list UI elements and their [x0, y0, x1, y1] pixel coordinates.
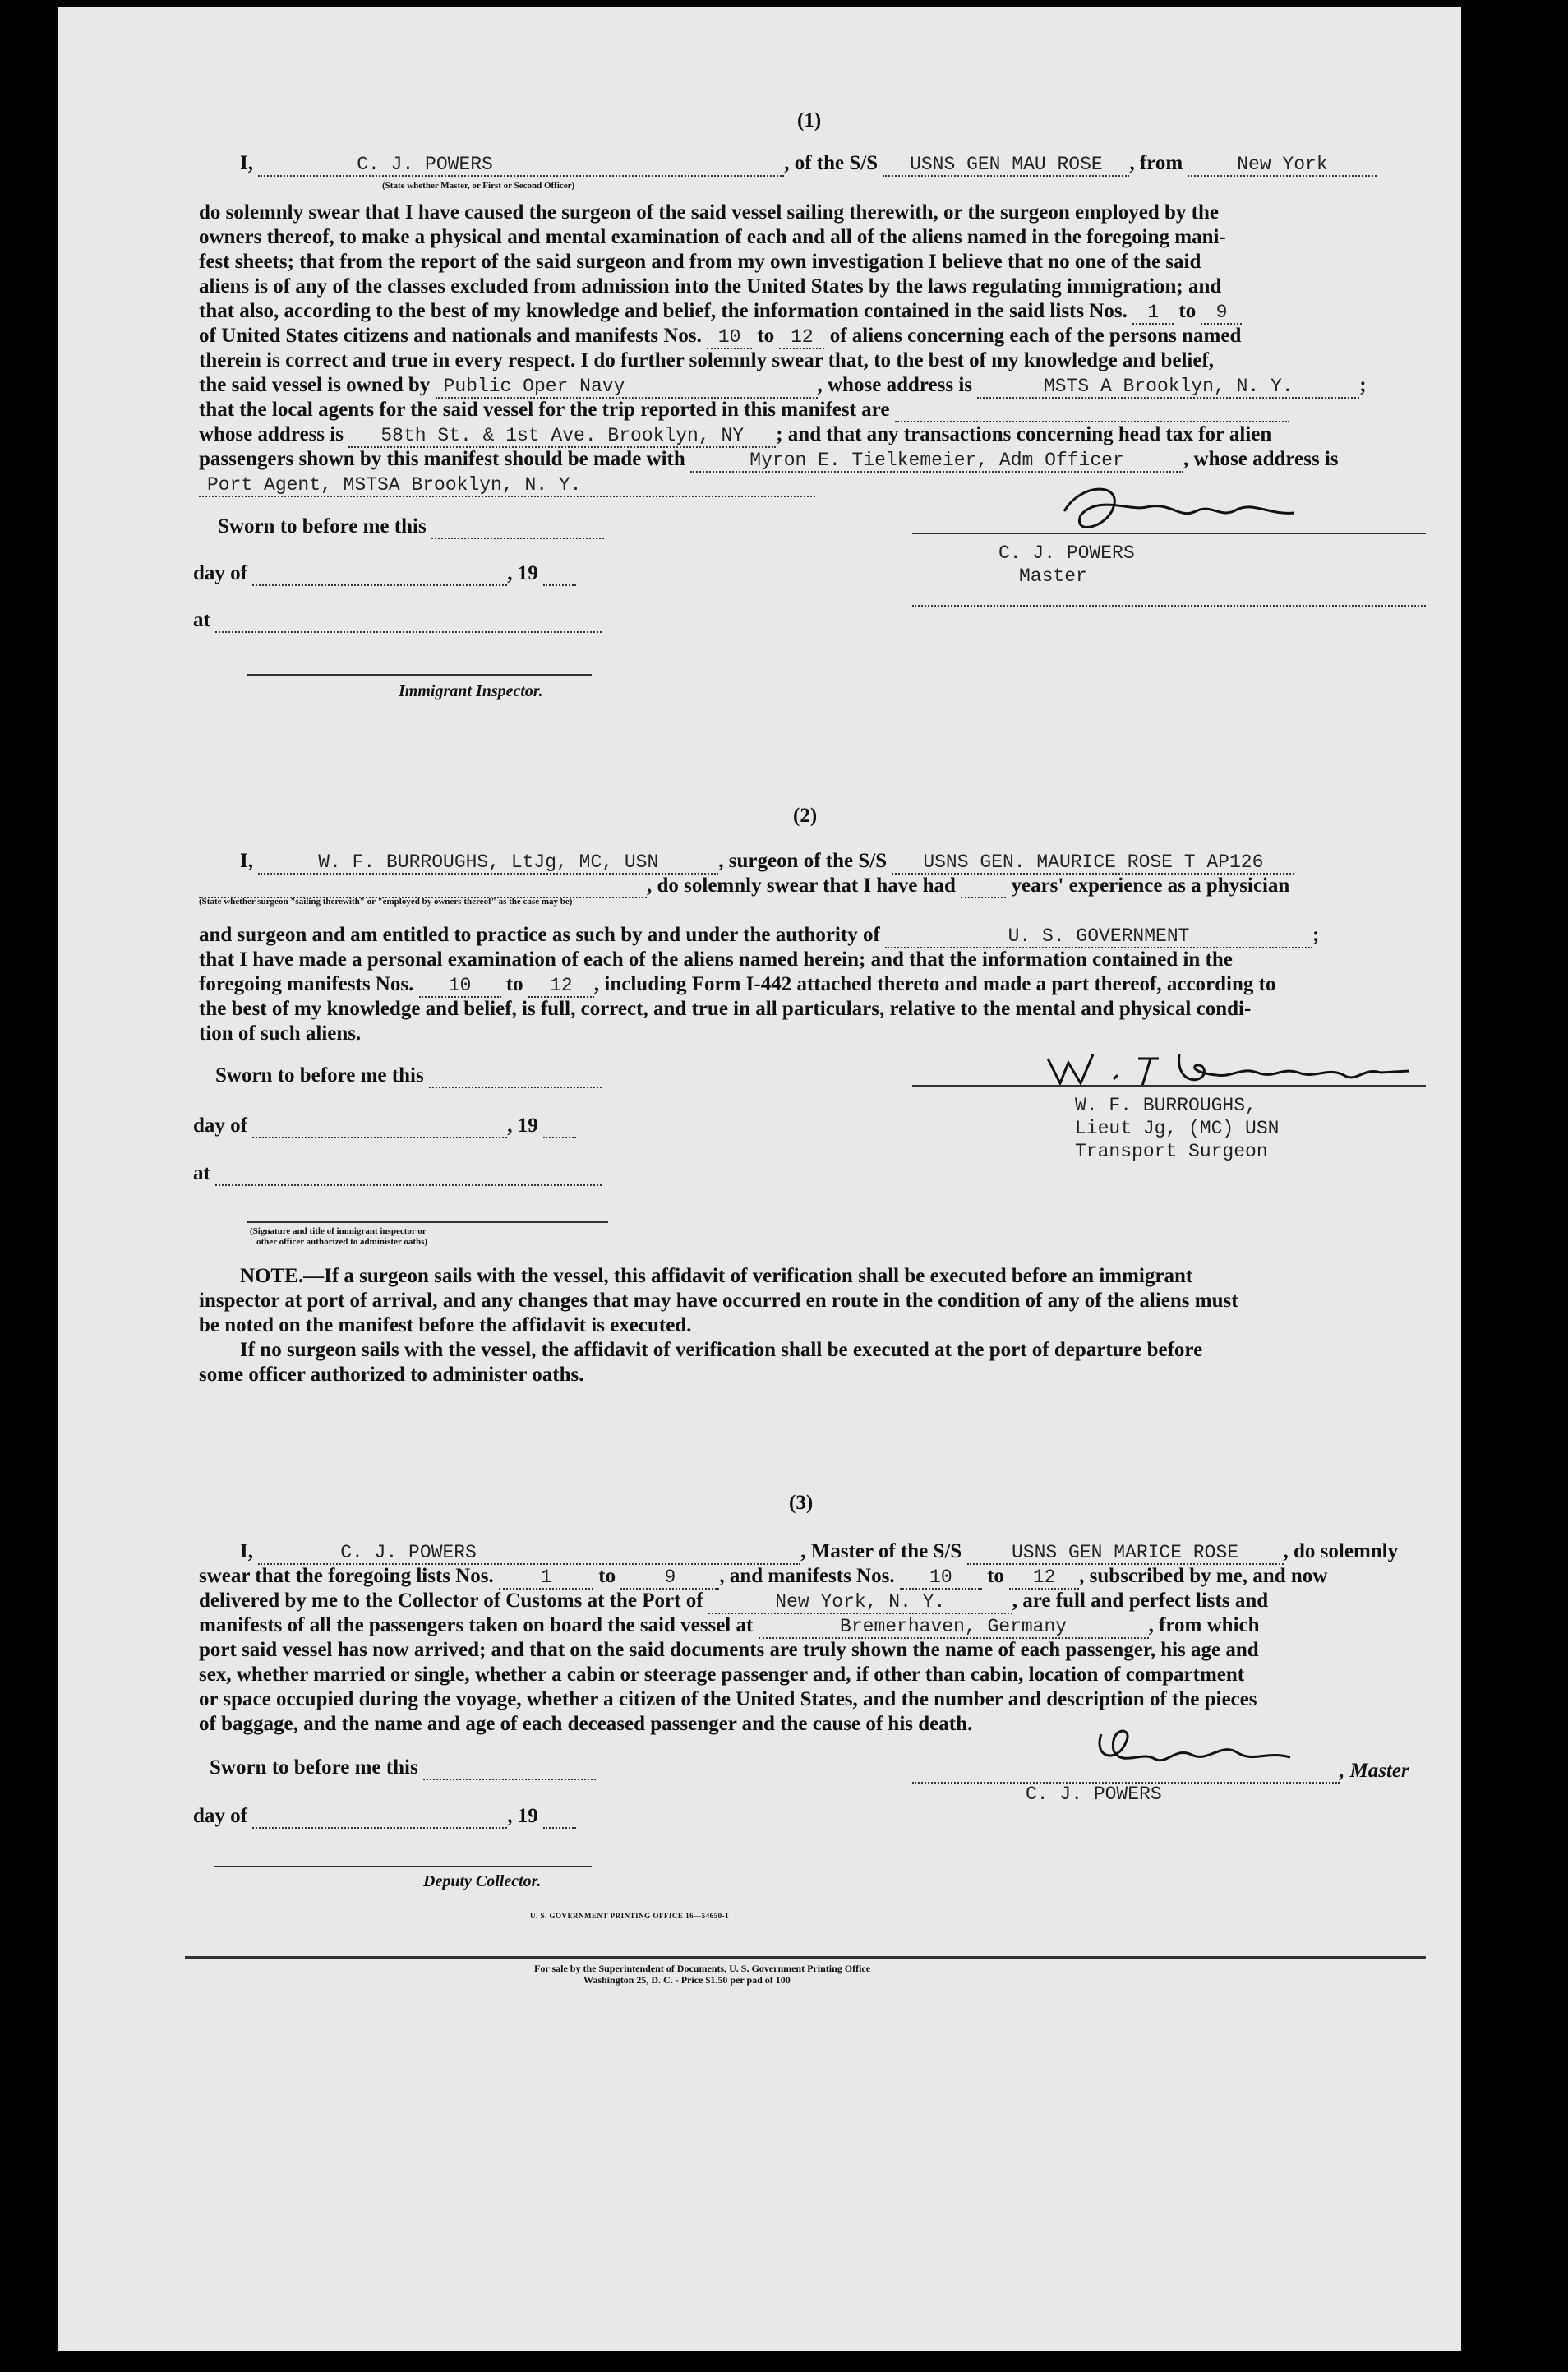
s3-master-printed-name: C. J. POWERS [1026, 1784, 1162, 1805]
master-title: Master [1019, 565, 1087, 587]
s1-sworn-line: Sworn to before me this [218, 515, 604, 539]
surgeon-printed-name: W. F. BURROUGHS, [1075, 1095, 1257, 1116]
s2-para-line: the best of my knowledge and belief, is full, correct, and true in all particulars, relative to the mental and physical condi- [199, 998, 1252, 1020]
section-3-number: (3) [789, 1492, 814, 1514]
surgeon-status-field [199, 875, 647, 898]
s3-sworn-line: Sworn to before me this [210, 1756, 596, 1780]
s1-agents-line: that the local agents for the said vessel for the trip reported in this manifest are [199, 398, 1289, 422]
section-2-line-1: I, W. F. BURROUGHS, LtJg, MC, USN , surgeon of the S/S USNS GEN. MAURICE ROSE T AP126 [240, 849, 1294, 875]
master-signature-1 [1048, 478, 1319, 544]
s3-para-line: sex, whether married or single, whether a cabin or steerage passenger and, if other than cabin, location of compartment [199, 1664, 1245, 1686]
s1-head-tax-line: passengers shown by this manifest should be made with Myron E. Tielkemeier, Adm Officer , whose address is [199, 448, 1339, 471]
s1-para-line: aliens is of any of the classes excluded from admission into the United States by the laws regulating immigration; and [199, 275, 1222, 298]
inspector-signature-line [247, 674, 592, 676]
s1-agent-address-line: whose address is 58th St. & 1st Ave. Brooklyn, NY ; and that any transactions concerning head tax for alien [199, 423, 1272, 446]
surgeon-title: Transport Surgeon [1075, 1141, 1268, 1162]
lists-to-field: 9 [1201, 302, 1242, 325]
agent-address-field: 58th St. & 1st Ave. Brooklyn, NY [348, 425, 776, 448]
signature-line-1 [912, 533, 1426, 534]
head-tax-contact-field: Myron E. Tielkemeier, Adm Officer [690, 450, 1183, 473]
s2-sworn-line: Sworn to before me this [215, 1064, 602, 1088]
surgeon-rank: Lieut Jg, (MC) USN [1075, 1118, 1280, 1139]
manifests-from-field: 10 [707, 326, 752, 349]
s3-master-signature-line: , Master [912, 1759, 1409, 1784]
s1-contact-address-line [199, 472, 815, 497]
section-3-line-4: manifests of all the passengers taken on board the said vessel at Bremerhaven, Germany , from which [199, 1614, 1260, 1637]
signature-line-extra [912, 605, 1426, 607]
note-line: If no surgeon sails with the vessel, the affidavit of verification shall be executed at the port of departure before [240, 1339, 1203, 1361]
collector-signature-line [214, 1866, 592, 1867]
deputy-collector-label: Deputy Collector. [423, 1872, 542, 1890]
note-line-1: NOTE.—If a surgeon sails with the vessel, this affidavit of verification shall be executed before an immigrant [240, 1265, 1193, 1287]
s1-day-line: day of , 19 [193, 561, 576, 586]
from-port-field: New York [1188, 154, 1377, 177]
years-experience-field [961, 875, 1006, 898]
section-1-line-1: I, C. J. POWERS , of the S/S USNS GEN MAU ROSE , from New York [240, 151, 1377, 177]
owner-field: Public Oper Navy [436, 376, 818, 399]
caption-officer-2: other officer authorized to administer oaths) [256, 1237, 428, 1247]
s3-day-line: day of , 19 [193, 1804, 576, 1829]
immigrant-inspector-label: Immigrant Inspector. [399, 682, 543, 700]
s1-owner-line: the said vessel is owned by Public Oper Navy , whose address is MSTS A Brooklyn, N. Y. ; [199, 374, 1367, 397]
s3-para-line: or space occupied during the voyage, whether a citizen of the United States, and the number and description of the pieces [199, 1688, 1257, 1710]
s2-manifests-to-field: 12 [528, 975, 594, 998]
s1-para-line: do solemnly swear that I have caused the surgeon of the said vessel sailing therewith, or the surgeon employed by the [199, 201, 1219, 224]
caption-surgeon-status: (State whether surgeon "sailing therewith" or "employed by owners thereof" as the case may be) [199, 897, 573, 907]
section-3-line-2: swear that the foregoing lists Nos. 1 to 9 , and manifests Nos. 10 to 12 , subscribed by me, and now [199, 1565, 1328, 1588]
vessel-field-2: USNS GEN. MAURICE ROSE T AP126 [892, 851, 1294, 875]
document-page [58, 7, 1461, 2351]
caption-master-officer: (State whether Master, or First or Second Officer) [382, 181, 575, 191]
s3-para-line: of baggage, and the name and age of each deceased passenger and the cause of his death. [199, 1713, 973, 1735]
master-printed-name: C. J. POWERS [998, 542, 1135, 564]
master-name-field: C. J. POWERS [258, 154, 784, 177]
s1-para-line: therein is correct and true in every respect. I do further solemnly swear that, to the best of my knowledge and belief, [199, 349, 1215, 371]
s3-manifests-from-field: 10 [900, 1567, 982, 1590]
s2-manifests-line: foregoing manifests Nos. 10 to 12 , including Form I-442 attached thereto and made a part thereof, according to [199, 973, 1276, 996]
note-line: some officer authorized to administer oaths. [199, 1364, 584, 1386]
section-1-number: (1) [797, 109, 822, 132]
manifests-to-field: 12 [779, 326, 824, 349]
section-2-line-2: , do solemnly swear that I have had years' experience as a physician [199, 874, 1289, 898]
s2-manifests-from-field: 10 [419, 975, 501, 998]
s3-manifests-to-field: 12 [1009, 1567, 1079, 1590]
caption-officer-1: (Signature and title of immigrant inspector or [250, 1226, 427, 1236]
s3-master-name-field: C. J. POWERS [258, 1542, 800, 1565]
officer-signature-line [247, 1221, 608, 1223]
s2-para-line: that I have made a personal examination of each of the aliens named herein; and that the information contained in the [199, 948, 1233, 971]
gpo-code: U. S. GOVERNMENT PRINTING OFFICE 16—54650-1 [530, 1912, 730, 1920]
s1-para-line: fest sheets; that from the report of the said surgeon and from my own investigation I believe that no one of the said [199, 251, 1201, 273]
vessel-field: USNS GEN MAU ROSE [883, 154, 1129, 177]
s2-authority-line: and surgeon and am entitled to practice as such by and under the authority of U. S. GOVERNMENT ; [199, 924, 1320, 947]
surgeon-signature [1035, 1038, 1430, 1100]
s1-lists-line: that also, according to the best of my knowledge and belief, the information contained in the said lists Nos. 1 to 9 [199, 299, 1242, 325]
s2-para-line: tion of such aliens. [199, 1022, 362, 1045]
section-3-line-3: delivered by me to the Collector of Customs at the Port of New York, N. Y. , are full and perfect lists and [199, 1590, 1269, 1613]
local-agents-field [895, 399, 1289, 422]
departure-port-field: Bremerhaven, Germany [759, 1616, 1149, 1639]
signature-line-2 [912, 1085, 1426, 1087]
note-line: inspector at port of arrival, and any changes that may have occurred en route in the condition of any of the aliens must [199, 1290, 1238, 1312]
arrival-port-field: New York, N. Y. [708, 1591, 1012, 1614]
lists-from-field: 1 [1132, 302, 1174, 325]
owner-address-field: MSTS A Brooklyn, N. Y. [977, 376, 1359, 399]
s2-day-line: day of , 19 [193, 1114, 576, 1138]
authority-field: U. S. GOVERNMENT [885, 925, 1312, 948]
s3-lists-to-field: 9 [620, 1567, 719, 1590]
sale-notice-1: For sale by the Superintendent of Documents, U. S. Government Printing Office [534, 1963, 871, 1974]
sale-notice-2: Washington 25, D. C. - Price $1.50 per pad of 100 [583, 1974, 791, 1986]
s1-at-line: at [193, 608, 602, 633]
contact-address-field: Port Agent, MSTSA Brooklyn, N. Y. [199, 474, 815, 497]
s1-para-line: owners thereof, to make a physical and mental examination of each and all of the aliens named in the foregoing mani- [199, 226, 1226, 248]
s3-lists-from-field: 1 [499, 1567, 593, 1590]
footer-rule [185, 1956, 1426, 1959]
section-3-line-1: I, C. J. POWERS , Master of the S/S USNS GEN MARICE ROSE , do solemnly [240, 1540, 1399, 1563]
surgeon-name-field: W. F. BURROUGHS, LtJg, MC, USN [258, 851, 718, 875]
note-line: be noted on the manifest before the affidavit is executed. [199, 1314, 692, 1336]
s2-at-line: at [193, 1161, 602, 1186]
s3-vessel-field: USNS GEN MARICE ROSE [967, 1542, 1284, 1565]
s1-manifests-line: of United States citizens and nationals and manifests Nos. 10 to 12 of aliens concerning each of the persons named [199, 325, 1242, 348]
s3-para-line: port said vessel has now arrived; and that on the said documents are truly shown the name of each passenger, his age and [199, 1639, 1259, 1661]
section-2-number: (2) [793, 805, 818, 827]
